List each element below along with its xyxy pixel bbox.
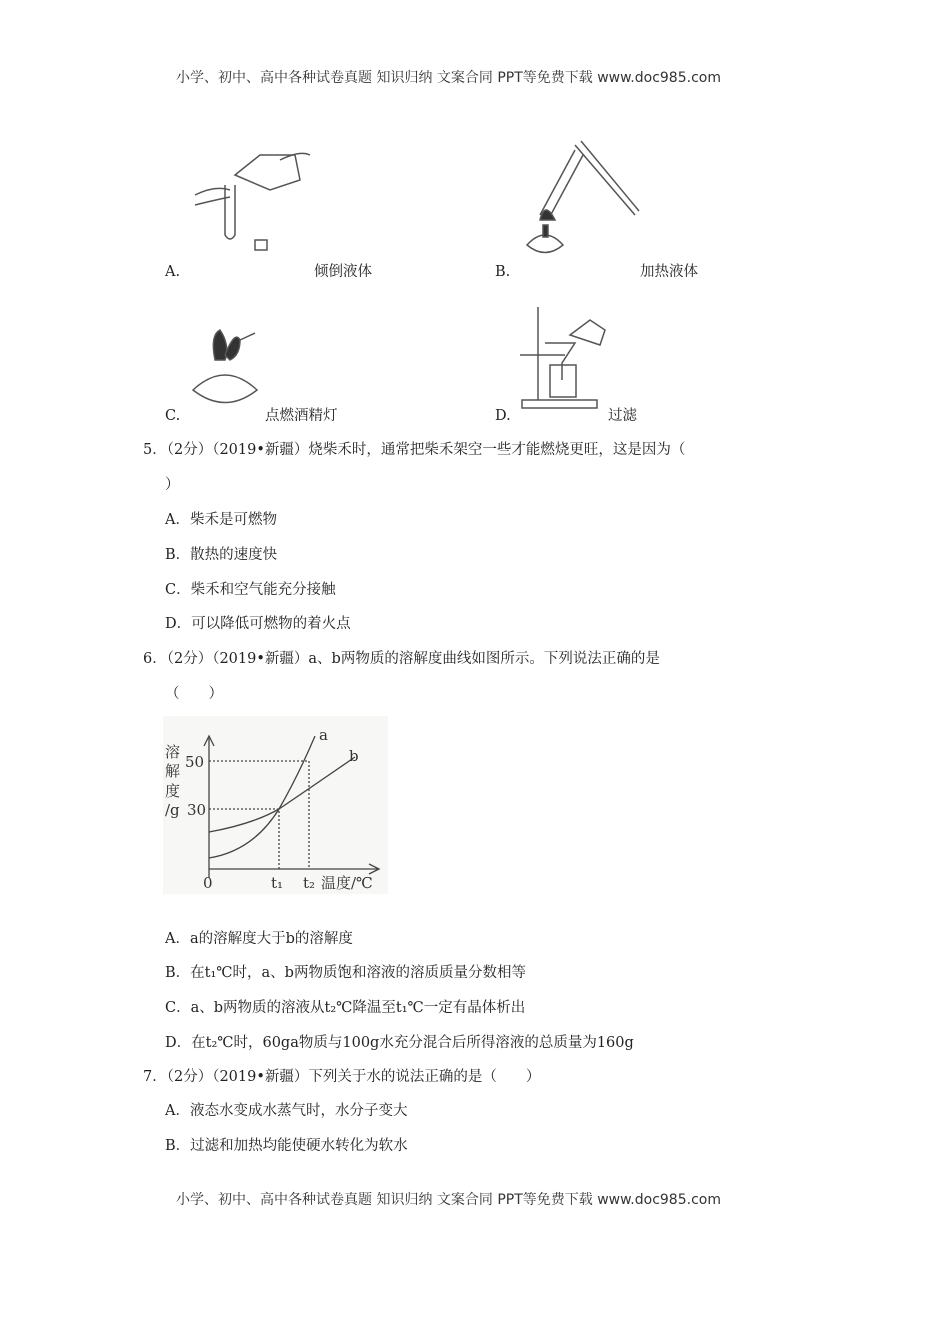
gridline-50-t2 — [209, 761, 309, 869]
question-6-option-a: A．a的溶解度大于b的溶解度 — [165, 931, 353, 947]
question-5-option-d: D．可以降低可燃物的着火点 — [165, 616, 351, 632]
lighting-alcohol-lamp-image — [185, 325, 275, 410]
question-5-stem: 5．（2分）（2019•新疆）烧柴禾时，通常把柴禾架空一些才能燃烧更旺，这是因为（ — [143, 442, 686, 458]
option-c-letter: C. — [165, 408, 181, 424]
page-header: 小学、初中、高中各种试卷真题 知识归纳 文案合同 PPT等免费下载 www.doc985.com — [176, 70, 721, 86]
x-tick-0: 0 — [203, 874, 213, 892]
option-d-label: 过滤 — [608, 408, 637, 424]
question-5-option-c: C．柴禾和空气能充分接触 — [165, 582, 336, 598]
question-5-stem-end: ） — [165, 477, 180, 493]
pouring-liquid-image — [185, 135, 315, 265]
y-label-2: 解 — [165, 762, 181, 780]
option-a-label: 倾倒液体 — [314, 264, 372, 280]
option-b-letter: B. — [495, 264, 511, 280]
series-label-b: b — [349, 747, 359, 765]
x-tick-t1: t₁ — [271, 874, 284, 892]
gridline-30-t1 — [209, 809, 279, 869]
question-5-option-b: B．散热的速度快 — [165, 547, 278, 563]
y-label-4: /g — [165, 801, 180, 819]
series-label-a: a — [319, 726, 328, 744]
y-label-1: 溶 — [165, 743, 181, 761]
solubility-curve-figure — [163, 716, 388, 894]
x-tick-t2: t₂ — [303, 874, 316, 892]
curve-b — [209, 757, 355, 832]
question-7-option-a: A．液态水变成水蒸气时，水分子变大 — [165, 1103, 408, 1119]
curve-a — [209, 736, 315, 858]
x-axis-label: 温度/℃ — [321, 874, 373, 892]
question-7-stem: 7．（2分）（2019•新疆）下列关于水的说法正确的是（ ） — [143, 1069, 541, 1085]
y-tick-50: 50 — [185, 753, 205, 771]
y-tick-30: 30 — [187, 801, 207, 819]
filtration-image — [510, 305, 615, 415]
question-6-stem: 6．（2分）（2019•新疆）a、b两物质的溶解度曲线如图所示。下列说法正确的是 — [143, 651, 660, 667]
option-a-letter: A. — [165, 264, 181, 280]
question-7-option-b: B．过滤和加热均能使硬水转化为软水 — [165, 1138, 408, 1154]
option-d-letter: D. — [495, 408, 511, 424]
option-c-label: 点燃酒精灯 — [265, 408, 338, 424]
question-6-stem-end: （ ） — [165, 686, 223, 702]
question-5-option-a: A．柴禾是可燃物 — [165, 512, 277, 528]
question-6-option-c: C．a、b两物质的溶液从t₂℃降温至t₁℃一定有晶体析出 — [165, 1000, 526, 1016]
page-footer: 小学、初中、高中各种试卷真题 知识归纳 文案合同 PPT等免费下载 www.doc985.com — [176, 1192, 721, 1208]
heating-liquid-image — [515, 125, 645, 270]
question-6-option-d: D．在t₂℃时，60ga物质与100g水充分混合后所得溶液的总质量为160g — [165, 1035, 634, 1051]
option-b-label: 加热液体 — [640, 264, 698, 280]
y-label-3: 度 — [165, 782, 181, 800]
question-6-option-b: B．在t₁℃时，a、b两物质饱和溶液的溶质质量分数相等 — [165, 965, 526, 981]
